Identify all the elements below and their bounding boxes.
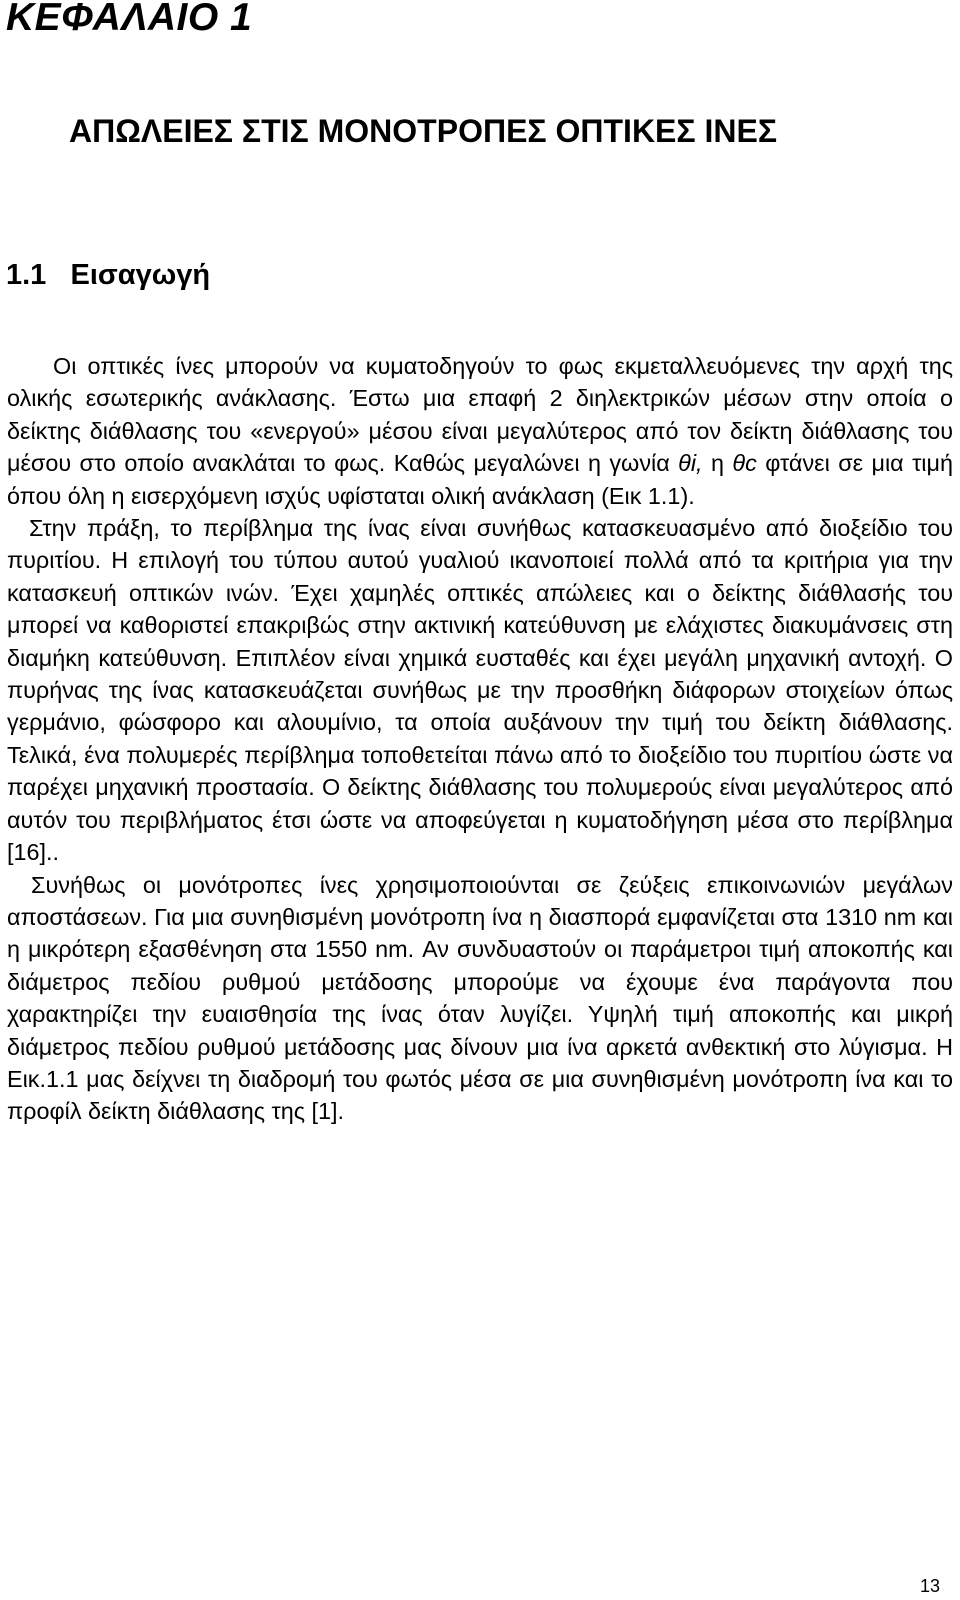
- chapter-subtitle: ΑΠΩΛΕΙΕΣ ΣΤΙΣ ΜΟΝΟΤΡΟΠΕΣ ΟΠΤΙΚΕΣ ΙΝΕΣ: [69, 113, 778, 149]
- chapter-title: ΚΕΦΑΛΑΙΟ 1: [6, 0, 253, 39]
- paragraph-text: Οι οπτικές ίνες μπορούν να κυματοδηγούν το φως εκμεταλλευόμενες την αρχή της ολικής εσωτερικής ανάκλασης. Έστω μια επαφή 2 διηλεκτρικών μέσων στην οποία ο δείκτης διάθλασης του «ενεργού» μέσου είναι μεγαλύτερος από τον δείκτη διάθλασης του μέσου στο οποίο ανακλάται το φως. Καθώς μεγαλώνει η γωνία: [7, 353, 953, 477]
- paragraph-single-mode-fibers: Συνήθως οι μονότροπες ίνες χρησιμοποιούνται σε ζεύξεις επικοινωνιών μεγάλων αποστάσεων. Για μια συνηθισμένη μονότροπη ίνα η διασπορά εμφανίζεται στα 1310 nm και η μικρότερη εξασθένηση στα 1550 nm. Αν συνδυαστούν οι παράμετροι τιμή αποκοπής και διάμετρος πεδίου ρυθμού μετάδοσης μπορούμε να έχουμε ένα παράγοντα που χαρακτηρίζει την ευαισθησία της ίνας όταν λυγίζει. Υψηλή τιμή αποκοπής και μικρή διάμετρος πεδίου ρυθμού μετάδοσης μας δίνουν μια ίνα αρκετά ανθεκτική στο λύγισμα. Η Εικ.1.1 μας δείχνει τη διαδρομή του φωτός μέσα σε μια συνηθισμένη μονότροπη ίνα και το προφίλ δείκτη διάθλασης της [1].: [7, 871, 953, 1125]
- paragraph-total-internal-reflection: [7, 350, 953, 512]
- paragraph-text: φτάνει σε μια τιμή όπου όλη η εισερχόμενη ισχύς υφίσταται ολική ανάκλαση (Εικ 1.1).: [7, 450, 953, 509]
- theta-c-symbol: θc: [732, 450, 757, 477]
- paragraph-fiber-materials: Στην πράξη, το περίβλημα της ίνας είναι συνήθως κατασκευασμένο από διοξείδιο του πυριτίου. Η επιλογή του τύπου αυτού γυαλιού ικανοποιεί πολλά από τα κριτήρια για την κατασκευή οπτικών ινών. Έχει χαμηλές οπτικές απώλειες και ο δείκτης διάθλασής του μπορεί να καθοριστεί επακριβώς στην ακτινική κατεύθυνση με ελάχιστες διακυμάνσεις στη διαμήκη κατεύθυνση. Επιπλέον είναι χημικά ευσταθές και έχει μεγάλη μηχανική αντοχή. Ο πυρήνας της ίνας κατασκευάζεται συνήθως με την προσθήκη διάφορων στοιχείων όπως γερμάνιο, φώσφορο και αλουμίνιο, τα οποία αυξάνουν την τιμή του δείκτη διάθλασης. Τελικά, ένα πολυμερές περίβλημα τοποθετείται πάνω από το διοξείδιο του πυριτίου ώστε να παρέχει μηχανική προστασία. Ο δείκτης διάθλασης του πολυμερούς είναι μεγαλύτερος από αυτόν του περιβλήματος έτσι ώστε να αποφεύγεται η κυματοδήγηση μέσα στο περίβλημα [16]..: [7, 515, 953, 866]
- paragraph-text: η: [702, 450, 733, 477]
- section-number: 1.1: [6, 259, 47, 291]
- theta-i-symbol: θi,: [678, 450, 703, 477]
- body-text: [7, 350, 953, 1128]
- section-heading: [6, 256, 210, 294]
- page-number: 13: [919, 1576, 940, 1596]
- section-title: Εισαγωγή: [70, 259, 211, 291]
